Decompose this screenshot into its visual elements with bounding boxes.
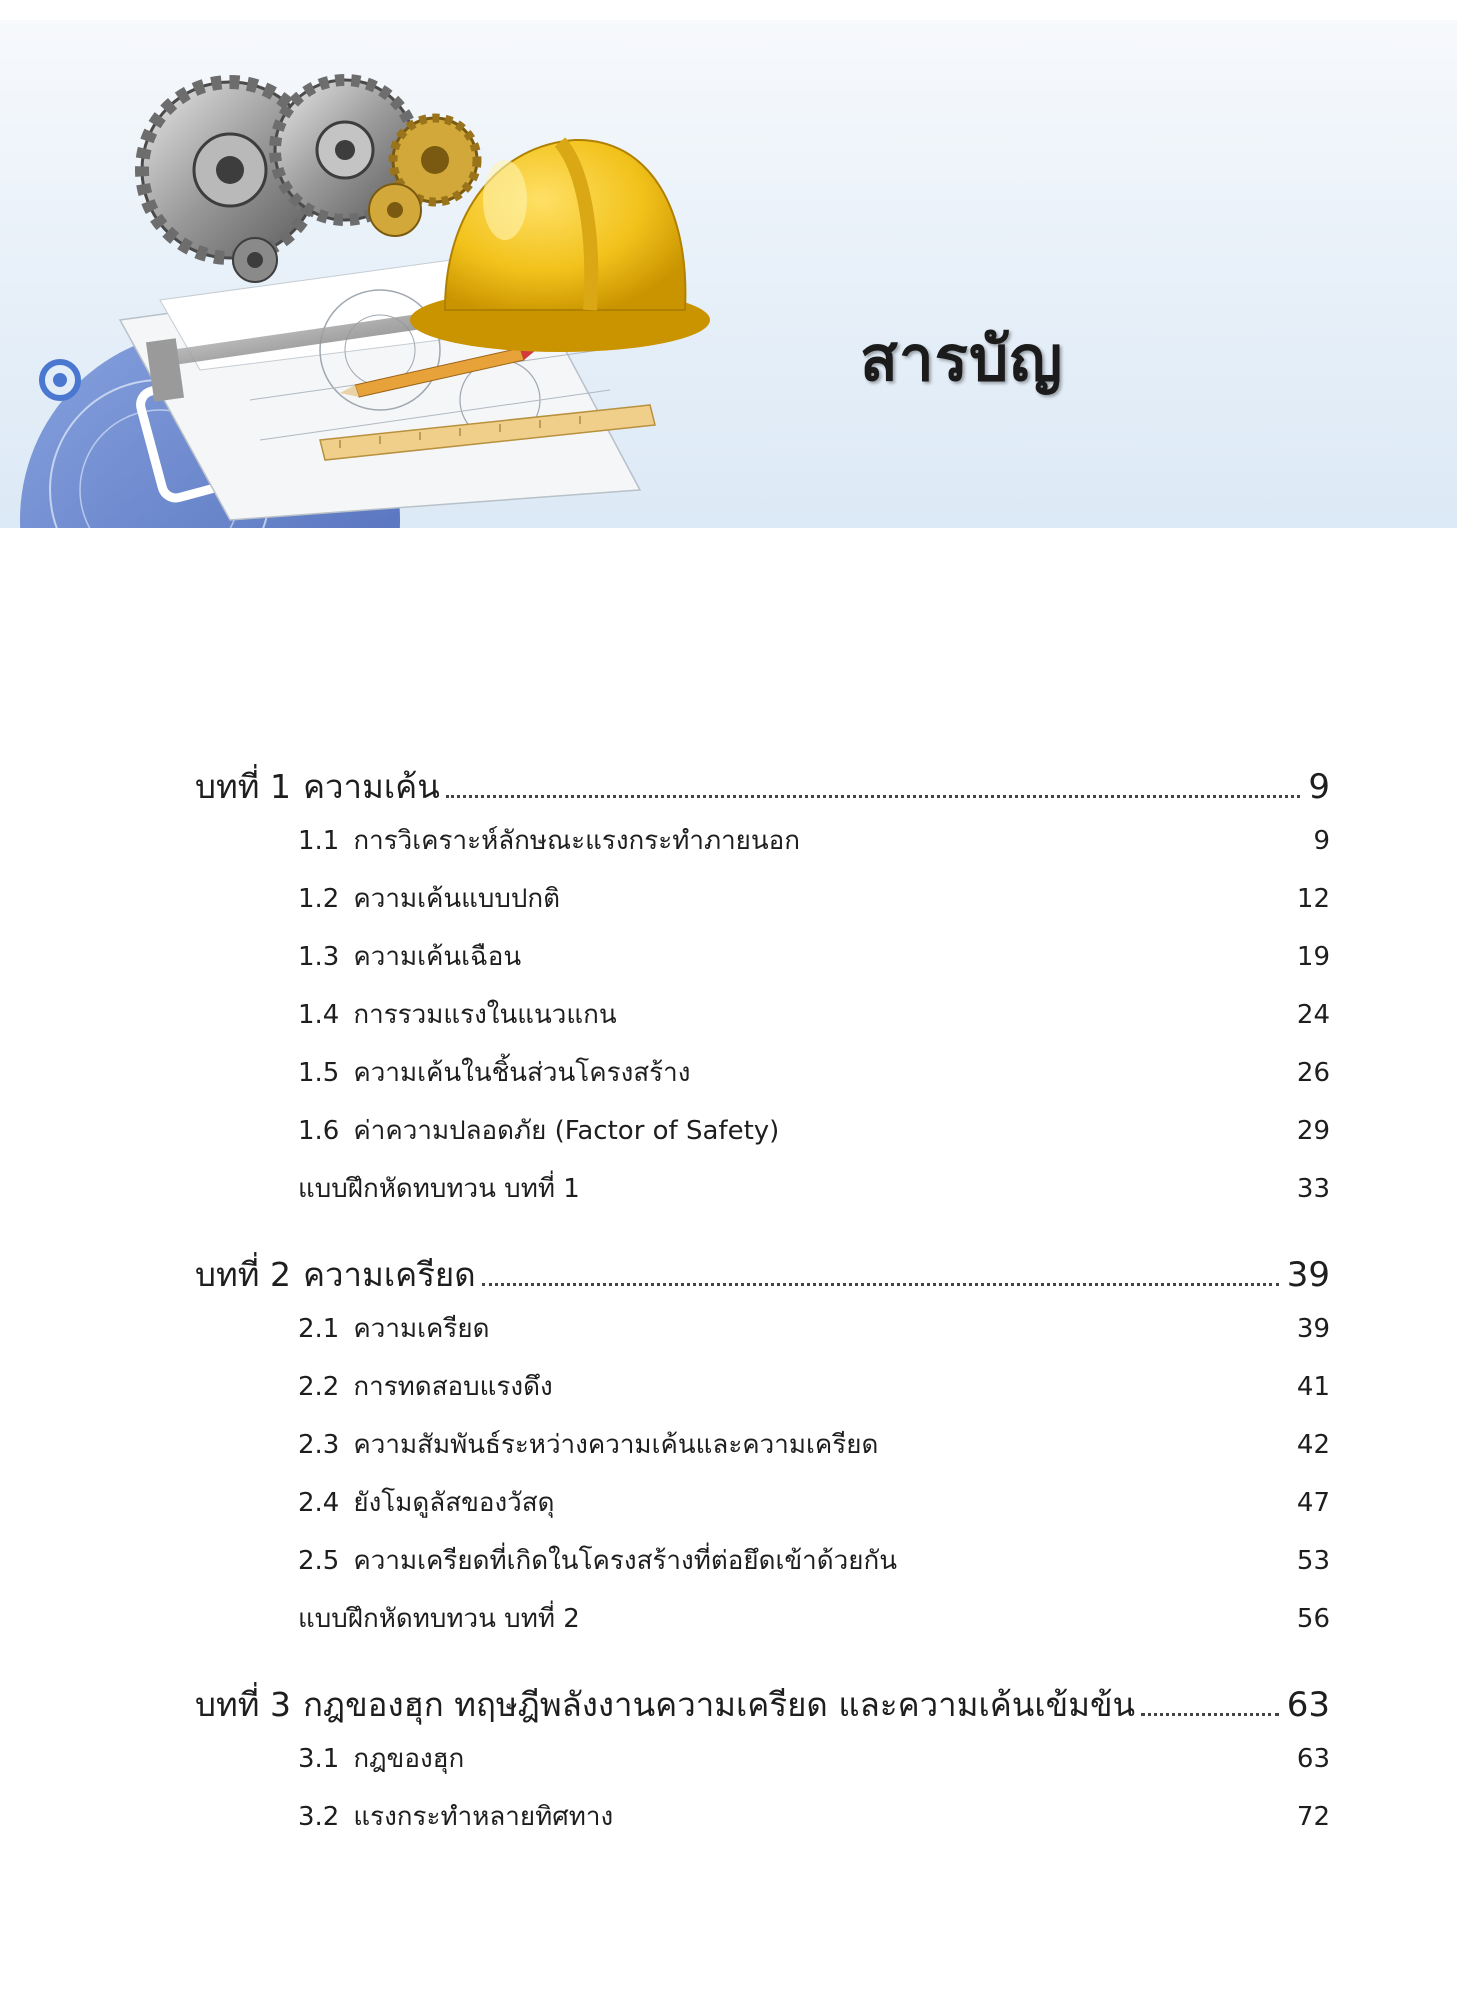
section-page: 53 — [1296, 1546, 1330, 1576]
chapter-label: บทที่ 1 — [195, 767, 291, 806]
section-title: ความเครียดที่เกิดในโครงสร้างที่ต่อยึดเข้าด้วยกัน — [353, 1546, 897, 1576]
section-title: ค่าความปลอดภัย (Factor of Safety) — [353, 1116, 780, 1146]
section-title: กฎของฮุก — [353, 1744, 465, 1774]
toc-entry[interactable] — [195, 936, 1330, 994]
toc-entry[interactable] — [195, 1482, 1330, 1540]
chapter-title: ความเค้น — [302, 767, 440, 806]
section-number: 3.2 — [298, 1802, 340, 1832]
section-number: 1.3 — [298, 942, 340, 972]
section-page: 33 — [1296, 1174, 1330, 1204]
section-number: 2.1 — [298, 1314, 340, 1344]
toc-entry[interactable] — [195, 1052, 1330, 1110]
chapter-heading[interactable] — [195, 1248, 1330, 1308]
section-title: แรงกระทำหลายทิศทาง — [353, 1802, 614, 1832]
chapter-title: ความเครียด — [302, 1255, 476, 1294]
section-page: 56 — [1296, 1604, 1330, 1634]
section-page: 63 — [1296, 1744, 1330, 1774]
section-number: 2.3 — [298, 1430, 340, 1460]
section-page: 41 — [1296, 1372, 1330, 1402]
chapter-1 — [195, 760, 1330, 1226]
toc-entry-review[interactable] — [195, 1598, 1330, 1656]
section-title: แบบฝึกหัดทบทวน บทที่ 1 — [298, 1174, 580, 1204]
gear-cluster-icon — [142, 80, 477, 282]
section-page: 9 — [1313, 826, 1330, 856]
section-title: ความเค้นแบบปกติ — [353, 884, 561, 914]
section-title: ความสัมพันธ์ระหว่างความเค้นและความเครียด — [353, 1430, 879, 1460]
toc-entry[interactable] — [195, 1308, 1330, 1366]
section-page: 29 — [1296, 1116, 1330, 1146]
chapter-heading[interactable] — [195, 1678, 1330, 1738]
table-of-contents — [195, 760, 1330, 1876]
section-number: 1.1 — [298, 826, 340, 856]
section-title: การทดสอบแรงดึง — [353, 1372, 553, 1402]
section-number: 1.2 — [298, 884, 340, 914]
section-page: 42 — [1296, 1430, 1330, 1460]
section-number: 3.1 — [298, 1744, 340, 1774]
toc-entry[interactable] — [195, 994, 1330, 1052]
toc-entry[interactable] — [195, 820, 1330, 878]
section-page: 19 — [1296, 942, 1330, 972]
toc-entry[interactable] — [195, 878, 1330, 936]
toc-entry[interactable] — [195, 1366, 1330, 1424]
section-title: ความเค้นในชิ้นส่วนโครงสร้าง — [353, 1058, 691, 1088]
section-page: 24 — [1296, 1000, 1330, 1030]
chapter-heading[interactable] — [195, 760, 1330, 820]
section-title: การรวมแรงในแนวแกน — [353, 1000, 617, 1030]
dot-leader — [446, 795, 1301, 798]
chapter-title: กฎของฮุก ทฤษฎีพลังงานความเครียด และความเค้นเข้มข้น — [302, 1685, 1136, 1724]
section-page: 47 — [1296, 1488, 1330, 1518]
section-title: ความเค้นเฉือน — [353, 942, 522, 972]
section-page: 12 — [1296, 884, 1330, 914]
dot-leader — [482, 1283, 1279, 1286]
section-page: 72 — [1296, 1802, 1330, 1832]
section-title: แบบฝึกหัดทบทวน บทที่ 2 — [298, 1604, 580, 1634]
toc-entry[interactable] — [195, 1424, 1330, 1482]
chapter-page: 39 — [1286, 1255, 1330, 1295]
toc-entry[interactable] — [195, 1738, 1330, 1796]
toc-entry-review[interactable] — [195, 1168, 1330, 1226]
header-banner — [0, 20, 1457, 528]
toc-entry[interactable] — [195, 1110, 1330, 1168]
chapter-label: บทที่ 2 — [195, 1255, 291, 1294]
toc-entry[interactable] — [195, 1540, 1330, 1598]
chapter-label: บทที่ 3 — [195, 1685, 291, 1724]
section-page: 26 — [1296, 1058, 1330, 1088]
section-number: 2.2 — [298, 1372, 340, 1402]
section-number: 2.4 — [298, 1488, 340, 1518]
section-title: การวิเคราะห์ลักษณะแรงกระทำภายนอก — [353, 826, 801, 856]
dot-leader — [1141, 1713, 1279, 1716]
section-number: 1.6 — [298, 1116, 340, 1146]
engineering-illustration — [0, 20, 760, 528]
section-number: 1.4 — [298, 1000, 340, 1030]
chapter-3 — [195, 1678, 1330, 1854]
section-title: ความเครียด — [353, 1314, 490, 1344]
section-title: ยังโมดูลัสของวัสดุ — [353, 1488, 555, 1518]
chapter-page: 9 — [1308, 767, 1330, 807]
section-page: 39 — [1296, 1314, 1330, 1344]
toc-entry[interactable] — [195, 1796, 1330, 1854]
section-number: 1.5 — [298, 1058, 340, 1088]
chapter-2 — [195, 1248, 1330, 1656]
chapter-page: 63 — [1286, 1685, 1330, 1725]
section-number: 2.5 — [298, 1546, 340, 1576]
page-title: สารบัญ — [860, 322, 1064, 395]
